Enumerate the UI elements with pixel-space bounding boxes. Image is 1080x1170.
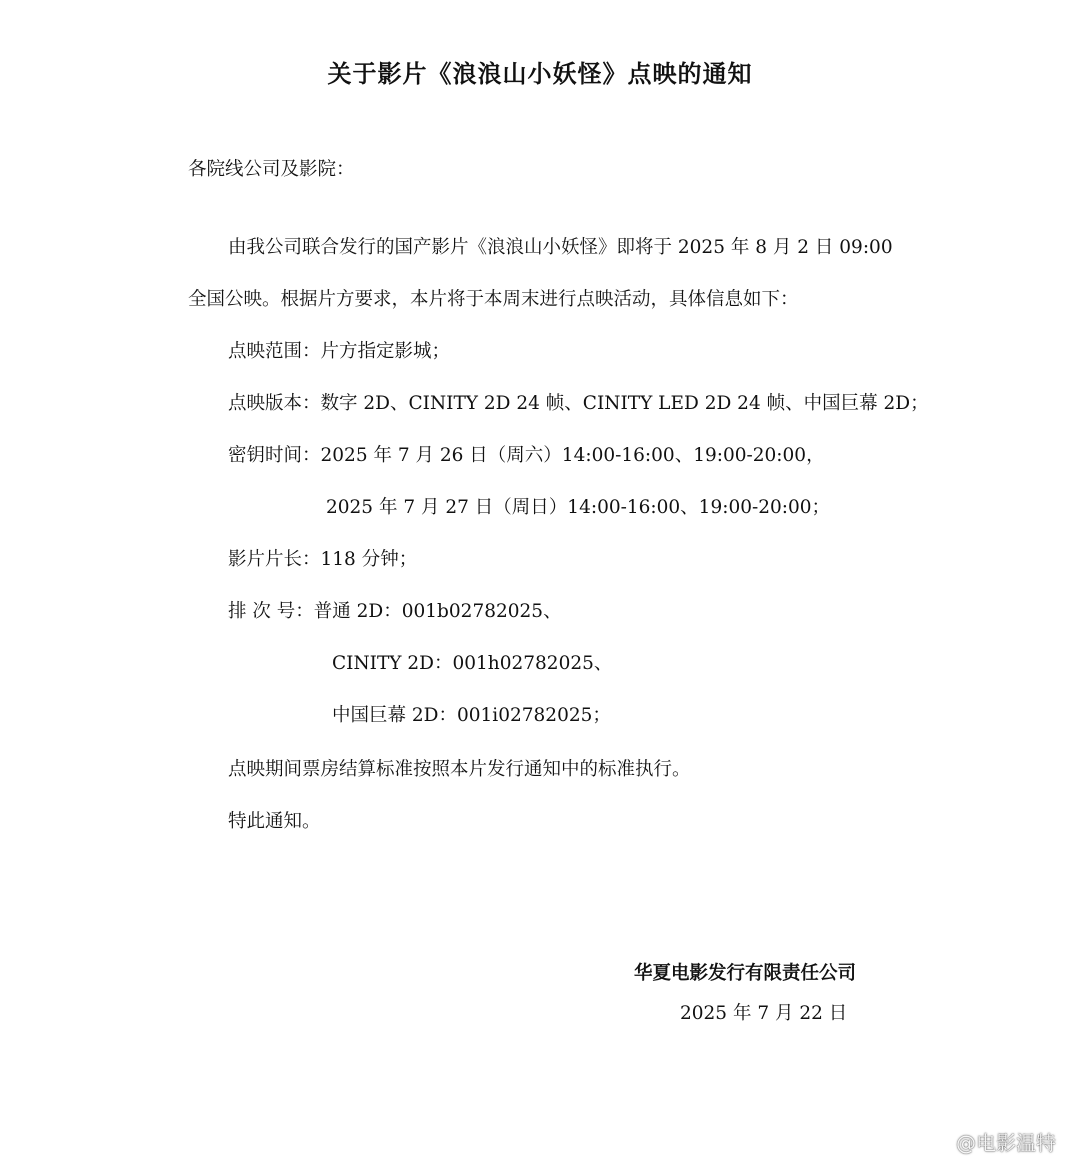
issue-date: 2025 年 7 月 22 日 (680, 1003, 848, 1024)
schedule-line-1: 普通 2D：001b02782025、 (313, 601, 562, 622)
document-title: 关于影片《浪浪山小妖怪》点映的通知 (327, 60, 753, 88)
scope-value: 片方指定影城； (320, 341, 451, 362)
issuer-name: 华夏电影发行有限责任公司 (634, 963, 857, 984)
schedule-line-3: 中国巨幕 2D：001i02782025； (332, 705, 611, 726)
scope-row (228, 340, 450, 364)
key-time-label: 密钥时间： (228, 445, 321, 466)
scope-label: 点映范围： (228, 341, 321, 362)
schedule-label: 排 次 号： (228, 601, 314, 622)
watermark-text: @电影温特 (956, 1131, 1056, 1155)
intro-line-2: 全国公映。根据片方要求，本片将于本周末进行点映活动，具体信息如下： (188, 289, 799, 310)
settlement-text: 点映期间票房结算标准按照本片发行通知中的标准执行。 (228, 759, 691, 780)
key-time-row (228, 444, 825, 468)
duration-row (228, 548, 417, 572)
key-time-line-1: 2025 年 7 月 26 日（周六）14:00-16:00、19:00-20:00， (320, 445, 825, 466)
version-value: 数字 2D、CINITY 2D 24 帧、CINITY LED 2D 24 帧、中国巨幕 2D； (320, 393, 929, 414)
schedule-row (228, 600, 562, 624)
version-row (228, 392, 929, 416)
closing-text: 特此通知。 (228, 811, 321, 832)
watermark (924, 1127, 1056, 1156)
duration-label: 影片片长： (228, 549, 321, 570)
duration-value: 118 分钟； (320, 549, 418, 570)
intro-line-1: 由我公司联合发行的国产影片《浪浪山小妖怪》即将于 2025 年 8 月 2 日 09:00 (228, 237, 893, 258)
schedule-line-2: CINITY 2D：001h02782025、 (332, 653, 613, 674)
version-label: 点映版本： (228, 393, 321, 414)
key-time-line-2: 2025 年 7 月 27 日（周日）14:00-16:00、19:00-20:00； (326, 497, 831, 518)
salutation: 各院线公司及影院： (188, 159, 355, 180)
weibo-icon (924, 1131, 950, 1153)
